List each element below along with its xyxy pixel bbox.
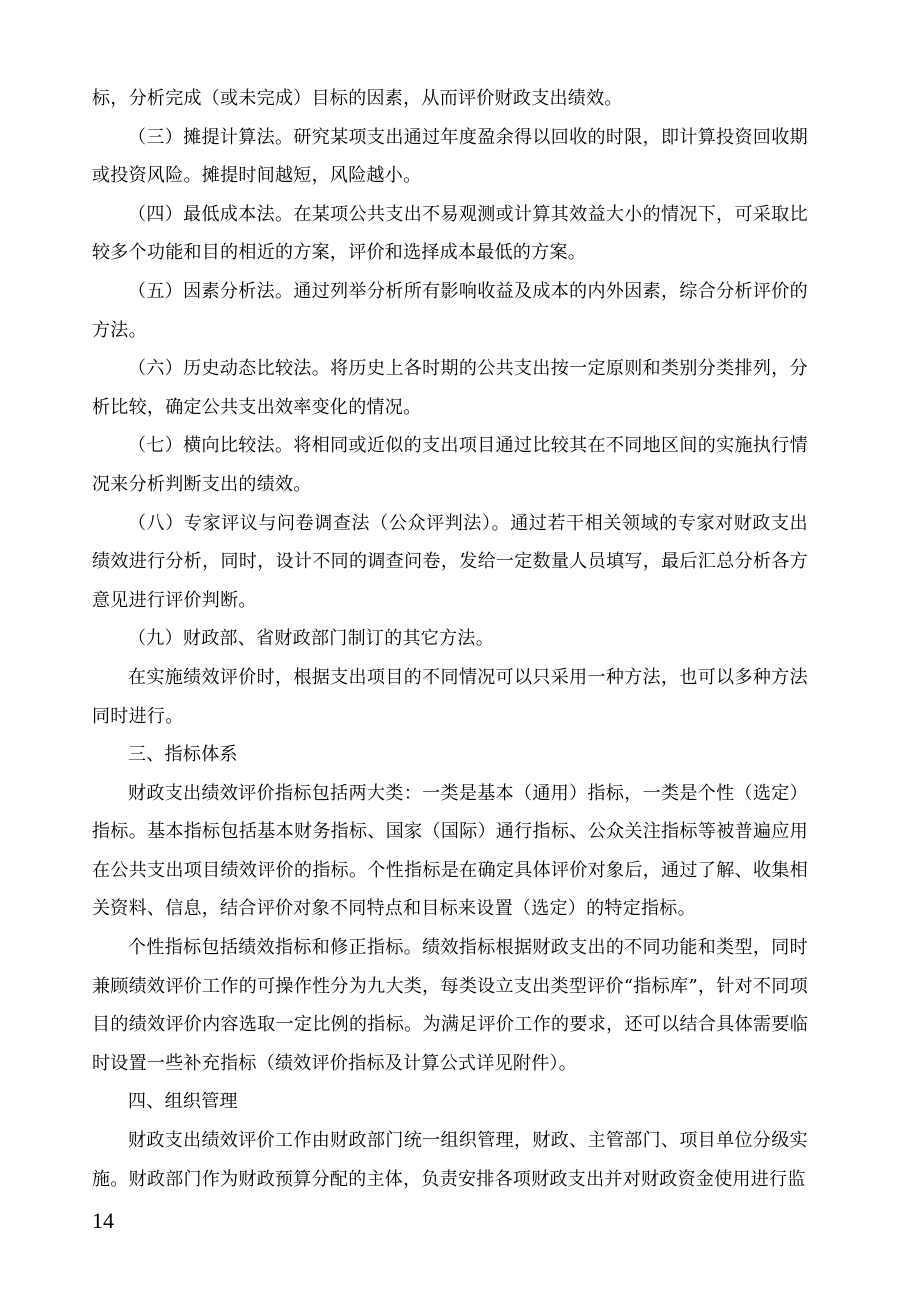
paragraph-method-4: （四）最低成本法。在某项公共支出不易观测或计算其效益大小的情况下，可采取比较多个功能和目的相近的方案，评价和选择成本最低的方案。 <box>92 203 808 264</box>
paragraph-method-9: （九）财政部、省财政部门制订的其它方法。 <box>128 628 494 650</box>
paragraph-organization: 财政支出绩效评价工作由财政部门统一组织管理，财政、主管部门、项目单位分级实施。财政部门作为财政预算分配的主体，负责安排各项财政支出并对财政资金使用进行监 <box>92 1130 808 1190</box>
paragraph-indicator-types: 财政支出绩效评价指标包括两大类：一类是基本（通用）指标，一类是个性（选定）指标。基本指标包括基本财务指标、国家（国际）通行指标、公众关注指标等被普遍应用在公共支出项目绩效评价的指标。个性指标是在确定具体评价对象后，通过了解、收集相关资料、信息，结合评价对象不同特点和目标来设置（选定）的特定指标。 <box>92 782 808 920</box>
paragraph-continued: 标，分析完成（或未完成）目标的因素，从而评价财政支出绩效。 <box>92 88 623 109</box>
paragraph-method-8: （八）专家评议与问卷调查法（公众评判法）。通过若干相关领域的专家对财政支出绩效进行分析，同时，设计不同的调查问卷，发给一定数量人员填写，最后汇总分析各方意见进行评价判断。 <box>92 512 808 611</box>
paragraph-method-6: （六）历史动态比较法。将历史上各时期的公共支出按一定原则和类别分类排列，分析比较，确定公共支出效率变化的情况。 <box>92 358 808 418</box>
body-text <box>92 80 808 1199</box>
paragraph-method-summary: 在实施绩效评价时，根据支出项目的不同情况可以只采用一种方法，也可以多种方法同时进行。 <box>92 666 808 727</box>
section-heading-organization: 四、组织管理 <box>128 1091 238 1113</box>
paragraph-method-5: （五）因素分析法。通过列举分析所有影响收益及成本的内外因素，综合分析评价的方法。 <box>92 280 808 341</box>
paragraph-individual-indicators: 个性指标包括绩效指标和修正指标。绩效指标根据财政支出的不同功能和类型，同时兼顾绩效评价工作的可操作性分为九大类，每类设立支出类型评价“指标库”，针对不同项目的绩效评价内容选取一定比例的指标。为满足评价工作的要求，还可以结合具体需要临时设置一些补充指标（绩效评价指标及计算公式详见附件）。 <box>92 937 808 1074</box>
page-number: 14 <box>92 1208 114 1233</box>
section-heading-indicators: 三、指标体系 <box>128 744 238 766</box>
paragraph-method-3: （三）摊提计算法。研究某项支出通过年度盈余得以回收的时限，即计算投资回收期或投资风险。摊提时间越短，风险越小。 <box>92 126 808 187</box>
paragraph-method-7: （七）横向比较法。将相同或近似的支出项目通过比较其在不同地区间的实施执行情况来分析判断支出的绩效。 <box>92 435 808 495</box>
